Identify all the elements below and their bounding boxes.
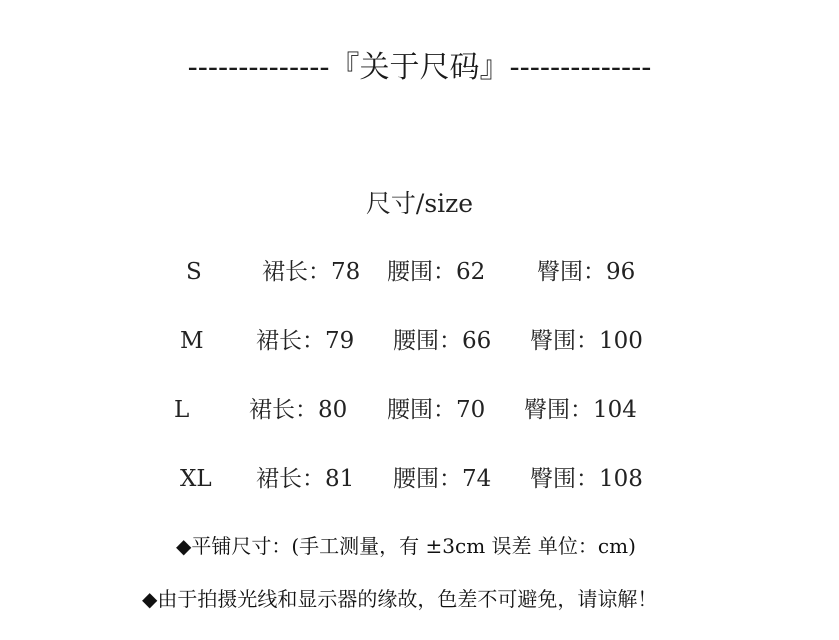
color-disclaimer: ◆由于拍摄光线和显示器的缘故，色差不可避免，请谅解！ [142, 587, 658, 611]
section-title: --------------『关于尺码』-------------- [187, 50, 652, 85]
hip: 臀围：96 [537, 259, 636, 285]
skirt-length: 裙长：80 [249, 397, 348, 423]
waist: 腰围：62 [387, 259, 486, 285]
skirt-length: 裙长：78 [262, 259, 361, 285]
skirt-length: 裙长：79 [256, 328, 355, 354]
size-table-title: 尺寸/size [365, 189, 474, 218]
skirt-length: 裙长：81 [256, 466, 355, 492]
hip: 臀围：100 [530, 328, 643, 354]
waist: 腰围：74 [393, 466, 492, 492]
size-label: XL [180, 466, 212, 492]
waist: 腰围：70 [387, 397, 486, 423]
size-label: M [180, 328, 204, 354]
hip: 臀围：108 [530, 466, 643, 492]
hip: 臀围：104 [524, 397, 637, 423]
waist: 腰围：66 [393, 328, 492, 354]
measurement-note: ◆平铺尺寸：(手工测量，有 ±3cm 误差 单位：cm) [176, 534, 636, 558]
size-label: L [174, 397, 190, 423]
size-label: S [186, 259, 202, 285]
